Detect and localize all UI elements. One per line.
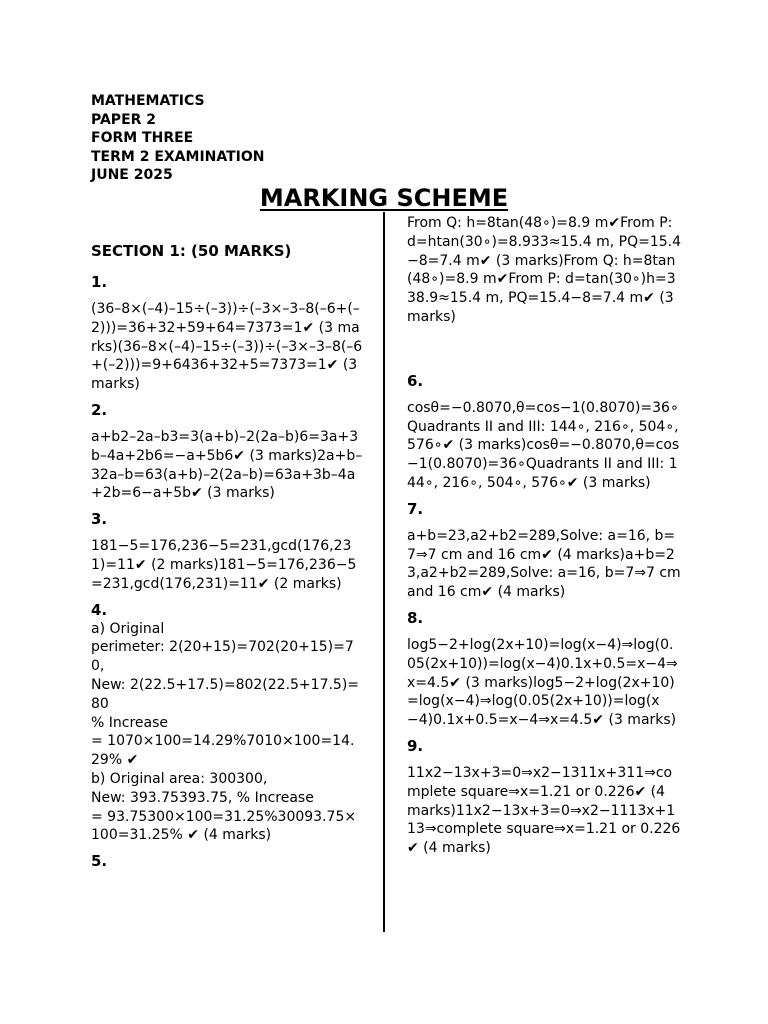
paper-line: PAPER 2 <box>91 111 157 128</box>
answer-4-line: a) Original <box>91 620 165 637</box>
answer-4-line: b) Original area: 300300, <box>91 770 268 787</box>
answer-7: a+b=23,a2+b2=289,Solve: a=16, b=7⇒7 cm and 16 cm✔ (4 marks)a+b=23,a2+b2=289,Solve: a=16, b=7⇒7 cm and 16 cm✔ (4 marks) <box>407 527 681 601</box>
answer-4 <box>91 620 363 846</box>
answer-8: log5−2+log(2x+10)=log(x−4)⇒log(0.05(2x+10))=log(x−4)0.1x+0.5=x−4⇒x=4.5✔ (3 marks)log5−2+log(2x+10)=log(x−4)⇒log(0.05(2x+10))=log(x−4)0.1x+0.5=x−4⇒x=4.5✔ (3 marks) <box>407 636 678 729</box>
answer-6: cosθ=−0.8070,θ=cos−1(0.8070)=36∘Quadrants II and III: 144∘, 216∘, 504∘, 576∘✔ (3 marks)cosθ=−0.8070,θ=cos−1(0.8070)=36∘Quadrants II and III: 144∘, 216∘, 504∘, 576∘✔ (3 marks) <box>407 399 680 491</box>
question-number-1: 1. <box>91 273 108 291</box>
exam-line: TERM 2 EXAMINATION <box>91 148 265 165</box>
question-number-9: 9. <box>407 736 424 755</box>
question-number-3: 3. <box>91 510 108 529</box>
answer-1: (36–8×(–4)–15÷(–3))÷(–3×–3–8(–6+(–2)))=36+32+59+64=7373=1✔ (3 marks)(36–8×(–4)–15÷(–3))÷(–3×–3–8(–6+(–2)))=9+6436+32+5=7373=1✔ (3 marks) <box>91 301 363 393</box>
spacer <box>407 327 681 365</box>
answer-4-line: New: 393.75393.75, % Increase <box>91 789 314 806</box>
page-title: MARKING SCHEME <box>259 184 509 212</box>
left-column <box>91 240 363 879</box>
answer-4-line: = 93.75300×100=31.25%30093.75×100=31.25% ✔ (4 marks) <box>91 808 357 844</box>
answer-9: 11x2−13x+3=0⇒x2−1311x+311⇒complete square⇒x=1.21 or 0.226✔ (4 marks)11x2−13x+3=0⇒x2−1113x+113⇒complete square⇒x=1.21 or 0.226✔ (4 marks) <box>407 764 681 857</box>
answer-4-line: = 1070×100=14.29%7010×100=14.29% ✔ <box>91 733 355 769</box>
right-column <box>407 214 681 858</box>
form-line: FORM THREE <box>91 130 194 146</box>
question-number-7: 7. <box>407 499 424 518</box>
answer-2: a+b2–2a–b3=3(a+b)–2(2a–b)6=3a+3b–4a+2b6=−a+5b6✔ (3 marks)2a+b–32a–b=63(a+b)–2(2a–b)=63a+3b–4a+2b=6−a+5b✔ (3 marks) <box>91 428 363 502</box>
section-title: SECTION 1: (50 MARKS) <box>91 242 292 260</box>
answer-5: From Q: h=8tan(48∘)=8.9 m✔From P: d=htan(30∘)=8.933≈15.4 m, PQ=15.4−8=7.4 m✔ (3 marks)From Q: h=8tan(48∘)=8.9 m✔From P: d=tan(30∘)h=338.9≈15.4 m, PQ=15.4−8=7.4 m✔ (3 marks) <box>407 215 681 325</box>
question-number-5: 5. <box>91 852 108 871</box>
title-wrapper <box>0 184 768 212</box>
subject-line: MATHEMATICS <box>91 93 205 109</box>
document-header <box>91 92 265 185</box>
question-number-6: 6. <box>407 371 424 390</box>
answer-4-line: New: 2(22.5+17.5)=802(22.5+17.5)=80 <box>91 676 360 712</box>
answer-3: 181−5=176,236−5=231,gcd(176,231)=11✔ (2 marks)181−5=176,236−5=231,gcd(176,231)=11✔ (2 marks) <box>91 538 357 592</box>
question-number-4: 4. <box>91 600 108 619</box>
date-line: JUNE 2025 <box>91 167 173 183</box>
column-divider <box>383 212 385 932</box>
question-number-8: 8. <box>407 608 424 627</box>
answer-4-line: % Increase <box>91 714 168 731</box>
question-number-2: 2. <box>91 400 108 419</box>
answer-4-line: perimeter: 2(20+15)=702(20+15)=70, <box>91 639 354 675</box>
